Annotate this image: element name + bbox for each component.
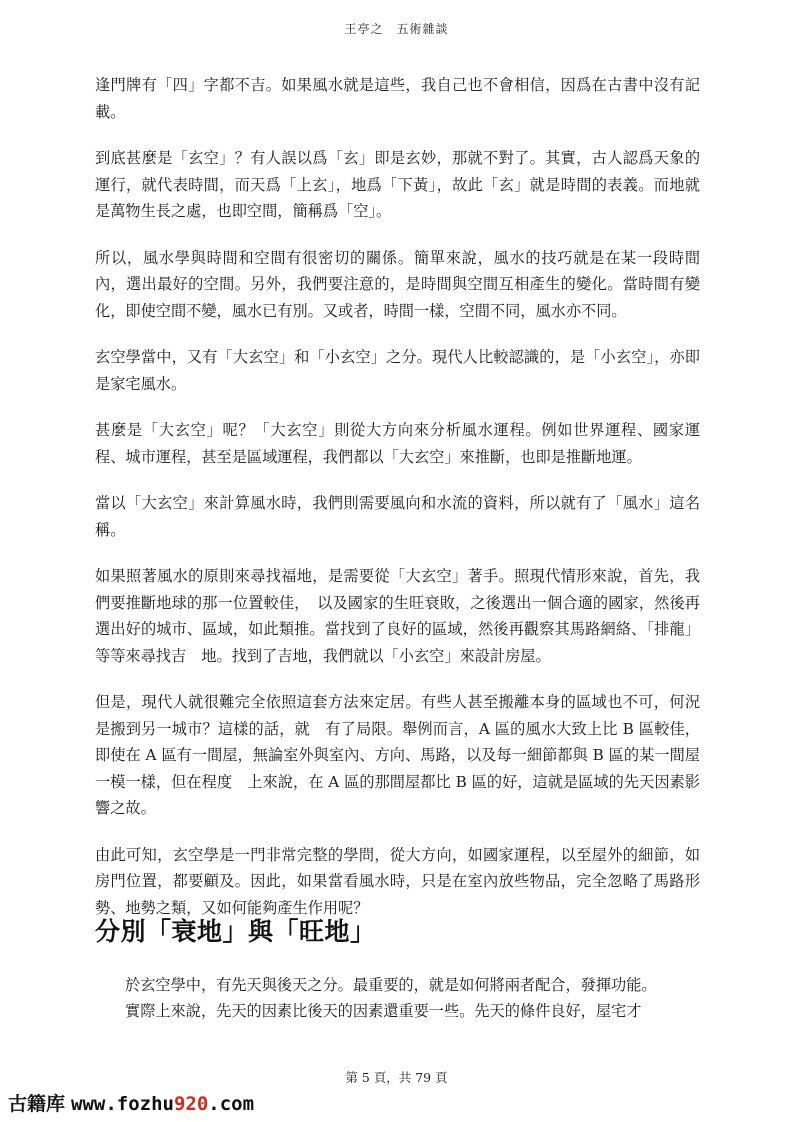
- paragraph-4: 玄空學當中，又有「大玄空」和「小玄空」之分。現代人比較認識的，是「小玄空」，亦即是家宅風水。: [95, 348, 700, 393]
- paragraph-3: 所以，風水學與時間和空間有很密切的關係。簡單來說，風水的技巧就是在某一段時間內，選出最好的空間。另外，我們要注意的，是時間與空間互相產生的變化。當時間有變化，即使空間不變，風水已有別。又或者，時間一樣，空間不同，風水亦不同。: [95, 248, 700, 320]
- section-line-2: 實際上來說，先天的因素比後天的因素還重要一些。先天的條件良好，屋宅才: [125, 1002, 642, 1020]
- watermark-site-suffix: .com: [208, 1093, 255, 1115]
- page-number: 第 5 頁，共 79 頁: [345, 1070, 448, 1085]
- paragraph-7: 如果照著風水的原則來尋找福地，是需要從「大玄空」著手。照現代情形來說，首先，我們要推斷地球的那一位置較佳， 以及國家的生旺衰敗，之後選出一個合適的國家，然後再選出好的城市、區域，如此類推。當找到了良好的區域，然後再觀察其馬路網絡、「排龍」等等來尋找吉 地。找到了吉地，我們就以「小玄空」來設計房屋。: [95, 567, 700, 665]
- watermark-site-prefix: www.fozhu: [71, 1093, 174, 1115]
- paragraph-5: 甚麼是「大玄空」呢？「大玄空」則從大方向來分析風水運程。例如世界運程、國家運程、城市運程，甚至是區域運程，我們都以「大玄空」來推斷，也即是推斷地運。: [95, 421, 700, 466]
- section-body: [95, 972, 700, 1024]
- paragraph-6: 當以「大玄空」來計算風水時，我們則需要風向和水流的資料，所以就有了「風水」這名稱。: [95, 494, 700, 539]
- section-line-1: 於玄空學中，有先天與後天之分。最重要的，就是如何將兩者配合，發揮功能。: [125, 976, 657, 994]
- watermark-site-number: 920: [173, 1093, 209, 1115]
- page-header: 王亭之 五術雜談: [344, 22, 449, 36]
- paragraph-8: 但是，現代人就很難完全依照這套方法來定居。有些人甚至搬離本身的區域也不可，何況是搬到另一城市？這樣的話，就 有了局限。舉例而言，A 區的風水大致上比 B 區較佳，即使在 A 區有一間屋，無論室外與室內、方向、馬路，以及每一細節都與 B 區的某一間屋一模一樣，但在程度 上來說，在 A 區的那間屋都比 B 區的好，這就是區域的先天因素影響之故。: [95, 693, 700, 817]
- site-watermark: [8, 1089, 254, 1116]
- paragraph-9: 由此可知，玄空學是一門非常完整的學問，從大方向，如國家運程，以至屋外的細節，如房門位置，都要顧及。因此，如果當看風水時，只是在室內放些物品，完全忽略了馬路形勢、地勢之類，又如何能夠產生作用呢？: [95, 845, 700, 917]
- paragraph-2: 到底甚麼是「玄空」？有人誤以爲「玄」即是玄妙，那就不對了。其實，古人認爲天象的運行，就代表時間，而天爲「上玄」，地爲「下黃」，故此「玄」就是時間的表義。而地就是萬物生長之處，也即空間，簡稱爲「空」。: [95, 149, 700, 220]
- paragraph-1: 逢門牌有「四」字都不吉。如果風水就是這些，我自己也不會相信，因爲在古書中沒有記載。: [95, 76, 700, 121]
- watermark-cn: 古籍库: [8, 1093, 66, 1115]
- main-content: [95, 72, 700, 941]
- section-heading: 分別「衰地」與「旺地」: [95, 917, 376, 946]
